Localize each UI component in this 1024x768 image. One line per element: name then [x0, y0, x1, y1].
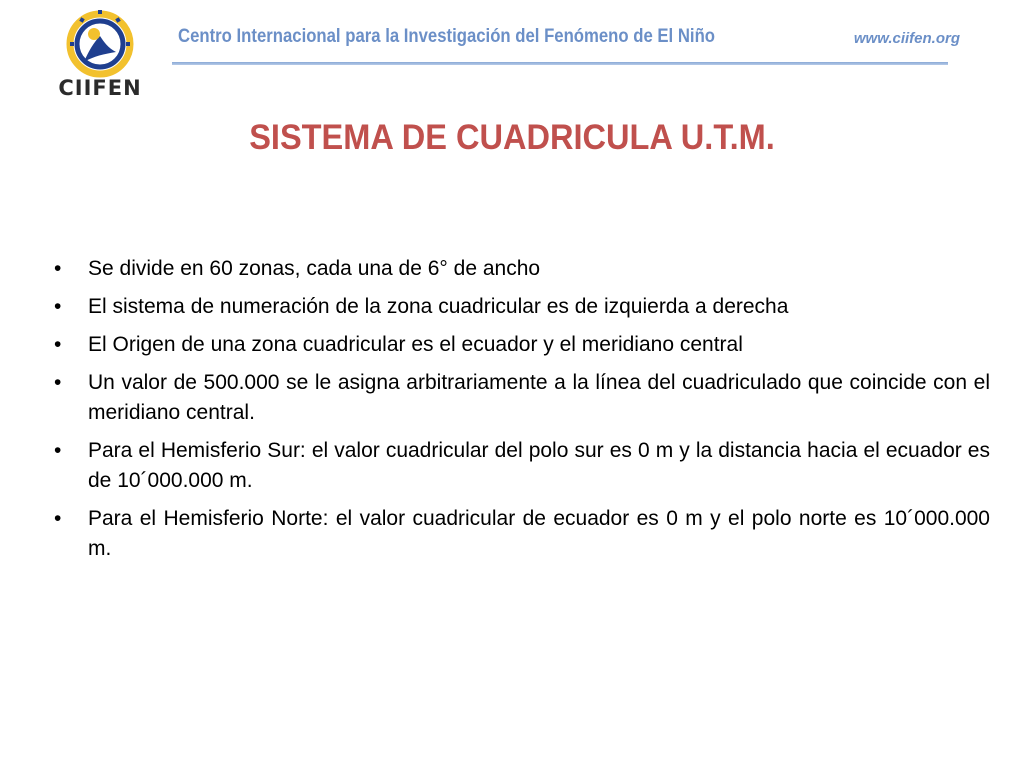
header-url-link[interactable]: www.ciifen.org — [853, 30, 960, 47]
bullet-item — [54, 368, 990, 428]
bullet-icon: • — [54, 371, 62, 394]
bullet-item — [54, 504, 990, 564]
bullet-item — [54, 436, 990, 496]
ciifen-emblem-icon — [50, 6, 150, 86]
bullet-icon: • — [54, 507, 62, 530]
bullet-text: El sistema de numeración de la zona cuadricular es de izquierda a derecha — [88, 295, 789, 318]
header-divider — [172, 62, 948, 65]
slide-title: SISTEMA DE CUADRICULA U.T.M. — [249, 118, 775, 157]
bullet-text: Para el Hemisferio Sur: el valor cuadricular del polo sur es 0 m y la distancia hacia el ecuador es de 10´000.000 m. — [88, 439, 990, 492]
bullet-icon: • — [54, 257, 62, 280]
bullet-text: Se divide en 60 zonas, cada una de 6° de ancho — [88, 257, 541, 280]
bullet-icon: • — [54, 333, 62, 356]
bullet-item — [54, 254, 990, 284]
bullet-text: Un valor de 500.000 se le asigna arbitrariamente a la línea del cuadriculado que coincide con el meridiano central. — [88, 371, 990, 424]
bullet-text: El Origen de una zona cuadricular es el ecuador y el meridiano central — [88, 333, 743, 356]
bullet-item — [54, 292, 990, 322]
header-title: Centro Internacional para la Investigación del Fenómeno de El Niño — [178, 26, 716, 47]
bullet-item — [54, 330, 990, 360]
bullet-icon: • — [54, 439, 62, 462]
bullet-text: Para el Hemisferio Norte: el valor cuadricular de ecuador es 0 m y el polo norte es 10´000.000 m. — [88, 507, 990, 560]
bullet-list — [54, 254, 990, 572]
bullet-icon: • — [54, 295, 62, 318]
logo-wordmark: CIIFEN — [58, 76, 142, 100]
